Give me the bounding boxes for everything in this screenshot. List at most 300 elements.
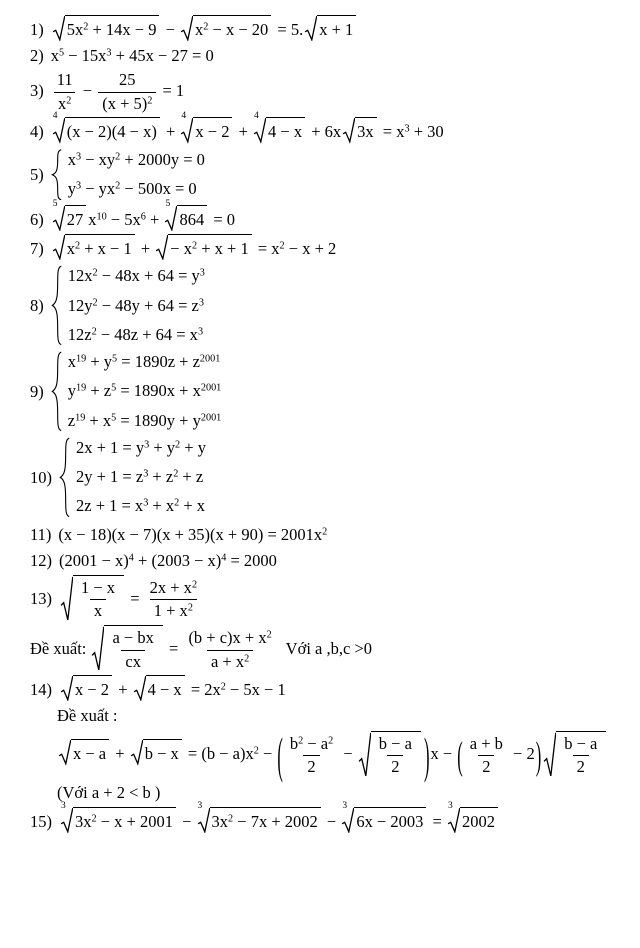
text-run: 27 — [66, 210, 84, 230]
text-run: 5x — [66, 20, 84, 39]
equation-line — [30, 111, 634, 143]
superscript: 2 — [279, 240, 285, 252]
superscript: 3 — [199, 267, 205, 279]
text-run: Đề xuất: — [30, 638, 91, 658]
radicand — [65, 117, 160, 143]
text-run: 2 — [576, 757, 585, 777]
item-number: 12) — [30, 550, 52, 570]
text-run: + y — [180, 437, 206, 457]
big-delimiter: ) — [535, 732, 542, 779]
radical-glyph-icon — [155, 234, 168, 260]
square-root — [58, 739, 109, 765]
text-run: y — [67, 381, 76, 401]
text-run: + 14x − 9 — [88, 20, 157, 39]
text-run: = — [164, 638, 183, 658]
superscript: 2 — [92, 267, 98, 279]
text-run: x − a — [73, 744, 107, 764]
math-expression — [51, 46, 214, 65]
text-run: + 6x — [307, 122, 342, 142]
radical-glyph-icon — [358, 731, 371, 778]
radical-sign-icon — [543, 731, 556, 778]
text-run: = — [126, 588, 144, 608]
text-run: + (2003 − x) — [133, 550, 222, 570]
text-run: − 500x = 0 — [120, 178, 197, 198]
radical-sign-icon — [342, 117, 355, 143]
superscript: 2 — [91, 326, 97, 338]
text-run: 4 − x — [147, 680, 182, 700]
superscript: 2 — [173, 468, 179, 480]
radical-glyph-icon — [130, 739, 143, 765]
item-number: 11) — [30, 524, 52, 544]
equation-line — [30, 70, 634, 114]
text-run: a + b — [469, 733, 503, 753]
superscript: 6 — [140, 211, 146, 223]
text-run: = 1890x + x — [116, 381, 201, 401]
square-root — [60, 675, 112, 701]
radical-sign-icon — [60, 800, 73, 833]
text-run: = 1890z + z — [117, 352, 200, 372]
equation-line — [30, 234, 634, 260]
text-run: + z — [148, 467, 174, 487]
equation-line — [30, 625, 634, 672]
text-run: 3x — [75, 811, 92, 831]
fraction — [466, 734, 507, 778]
system-equation — [68, 351, 222, 373]
text-run: = (b − a)x — [183, 744, 254, 764]
text-run: x — [50, 46, 59, 66]
item-number: 5) — [30, 164, 44, 184]
nth-root — [180, 111, 232, 143]
square-root — [304, 15, 356, 41]
numerator — [115, 70, 140, 92]
text-run: + z — [86, 381, 112, 401]
text-run: − x + 2 — [284, 239, 337, 259]
equation-line — [30, 199, 634, 231]
radical-glyph-icon — [180, 15, 193, 41]
superscript: 2 — [75, 240, 81, 252]
equation-line — [30, 15, 634, 41]
equation-line — [30, 523, 634, 546]
root-index: 3 — [342, 800, 348, 811]
math-expression — [51, 20, 359, 39]
text-run: 1 + x — [153, 601, 188, 621]
text-run: + — [114, 680, 132, 700]
fraction — [146, 578, 201, 622]
text-run: y — [67, 178, 76, 198]
brace-glyph-icon — [51, 351, 62, 432]
radicand — [355, 117, 377, 143]
superscript: 2 — [322, 526, 328, 538]
radical-glyph-icon — [342, 117, 355, 143]
text-run: 2x + 1 = y — [76, 437, 145, 457]
radical-sign-icon — [341, 800, 354, 833]
radical-glyph-icon — [58, 739, 71, 765]
text-run: a − bx — [112, 628, 154, 648]
superscript: 3 — [76, 150, 82, 162]
text-run: − a — [303, 733, 329, 753]
radicand — [73, 575, 124, 622]
text-run: = x — [378, 122, 405, 142]
text-run: + x — [179, 496, 206, 516]
text-run: − 2 — [508, 744, 535, 764]
item-number: 8) — [30, 296, 44, 316]
text-run: (x + 5) — [102, 93, 148, 113]
radical-sign-icon — [164, 199, 177, 231]
nth-root — [52, 111, 160, 143]
math-expression — [59, 437, 206, 518]
superscript: 19 — [76, 382, 87, 394]
superscript: 2 — [115, 180, 121, 192]
brace-icon — [51, 351, 62, 432]
math-expression — [59, 800, 500, 831]
big-delimiter: ( — [277, 727, 283, 784]
square-root — [52, 15, 160, 41]
denominator — [121, 650, 145, 673]
radical-sign-icon — [52, 15, 65, 41]
radicand — [460, 807, 498, 833]
text-run: + — [161, 122, 180, 142]
superscript: 2 — [191, 579, 198, 591]
radicand — [65, 234, 135, 260]
radical-sign-icon — [155, 234, 168, 260]
radical-glyph-icon — [60, 675, 73, 701]
text-run: − 5x − 1 — [225, 680, 286, 700]
equation-line — [30, 549, 634, 572]
math-expression — [57, 706, 117, 725]
superscript: 2 — [191, 240, 198, 252]
superscript: 2001 — [200, 382, 222, 394]
numerator — [466, 734, 507, 756]
nth-root — [341, 800, 426, 833]
text-run: = 2000 — [226, 550, 277, 570]
system-equation — [76, 466, 206, 488]
square-root — [133, 675, 185, 701]
text-run: 6x − 2003 — [356, 811, 424, 831]
radicand — [317, 15, 356, 41]
denominator — [90, 599, 106, 622]
radicand — [71, 739, 109, 765]
fraction — [184, 628, 275, 672]
square-root — [342, 117, 377, 143]
radical-sign-icon — [58, 739, 71, 765]
fraction — [108, 628, 157, 672]
math-expression — [51, 351, 222, 432]
denominator — [387, 755, 403, 778]
nth-root — [447, 800, 498, 833]
text-run: (x − 18)(x − 7)(x + 35)(x + 90) = 2001x — [58, 524, 323, 544]
equation-system — [51, 351, 222, 432]
denominator — [303, 755, 319, 778]
text-run: z — [67, 410, 76, 430]
math-expression — [59, 551, 277, 570]
superscript: 5 — [111, 382, 117, 394]
superscript: 2 — [66, 95, 72, 107]
radicand — [65, 205, 87, 231]
text-run: 3x — [357, 122, 374, 142]
superscript: 3 — [143, 497, 149, 509]
item-number: 2) — [30, 46, 44, 66]
text-run: − 48x + 64 = y — [97, 266, 200, 286]
system-equation — [68, 178, 205, 200]
superscript: 2 — [175, 439, 181, 451]
radical-glyph-icon — [133, 675, 146, 701]
text-run: 2002 — [461, 811, 495, 831]
superscript: 2 — [187, 602, 193, 614]
radical-sign-icon — [52, 199, 65, 231]
text-run: a + x — [210, 651, 245, 671]
square-root — [52, 234, 135, 260]
text-run: 12y — [67, 295, 93, 315]
numerator — [146, 578, 201, 600]
text-run: 1 − x — [81, 577, 116, 597]
radical-sign-icon — [447, 800, 460, 833]
system-line — [30, 265, 634, 346]
radical-sign-icon — [197, 800, 210, 833]
text-run: x − 2 — [195, 122, 230, 142]
square-root — [130, 739, 182, 765]
nth-root — [253, 111, 305, 143]
math-expression — [57, 727, 608, 784]
superscript: 2 — [91, 813, 97, 825]
superscript: 2 — [253, 745, 259, 757]
big-delimiter: ) — [423, 727, 430, 784]
radicand — [177, 205, 207, 231]
text-run: − 5x — [106, 210, 141, 230]
superscript: 2 — [244, 653, 250, 665]
text-run: + z — [178, 467, 204, 487]
text-run: + — [145, 210, 164, 230]
brace-glyph-icon — [51, 149, 62, 201]
superscript: 2 — [203, 21, 209, 33]
radical-glyph-icon — [52, 15, 65, 41]
superscript: 3 — [197, 326, 204, 338]
nth-root — [60, 800, 176, 833]
system-equation — [68, 295, 205, 317]
radicand — [73, 807, 176, 833]
text-run: + x + 1 — [197, 239, 249, 259]
text-run: x — [93, 601, 103, 621]
text-run: − yx — [81, 178, 116, 198]
text-run: 25 — [119, 70, 136, 90]
superscript: 2 — [266, 629, 272, 641]
radical-sign-icon — [60, 575, 73, 622]
text-run: + 30 — [409, 122, 444, 142]
radical-glyph-icon — [91, 625, 104, 672]
radical-sign-icon — [52, 111, 65, 143]
math-expression — [58, 525, 327, 544]
root-index: 5 — [165, 199, 171, 210]
text-run: b − a — [564, 733, 598, 753]
brace-icon — [51, 149, 62, 201]
superscript: 2 — [174, 497, 180, 509]
text-run: (x − 2)(4 − x) — [66, 122, 157, 142]
text-run: = x — [253, 239, 280, 259]
text-run: x — [195, 20, 204, 39]
text-run: 11 — [56, 70, 73, 90]
root-index: 4 — [52, 111, 58, 122]
radical-glyph-icon — [543, 731, 556, 778]
numerator — [53, 70, 77, 92]
equation-line — [30, 727, 634, 784]
numerator — [375, 734, 416, 756]
denominator — [478, 755, 494, 778]
math-expression — [59, 577, 203, 621]
radicand — [371, 731, 421, 778]
superscript: 2 — [328, 734, 334, 746]
text-run: x — [58, 93, 67, 113]
superscript: 4 — [221, 552, 227, 564]
math-expression — [57, 783, 160, 802]
text-run: (Với a + 2 < b ) — [57, 782, 161, 802]
superscript: 5 — [59, 47, 65, 59]
superscript: 3 — [404, 123, 410, 135]
text-run: + — [111, 744, 129, 764]
superscript: 3 — [76, 180, 82, 192]
text-run: − — [161, 20, 180, 39]
text-run: Với a ,b,c >0 — [277, 638, 372, 658]
equation-line — [30, 675, 634, 701]
text-run: b − a — [378, 733, 412, 753]
radicand — [143, 739, 182, 765]
radical-sign-icon — [253, 111, 266, 143]
system-rows — [68, 351, 222, 432]
text-run: (b + c)x + x — [188, 628, 267, 648]
nth-root — [52, 199, 87, 231]
brace-glyph-icon — [51, 265, 62, 346]
radical-sign-icon — [180, 15, 193, 41]
numerator — [286, 734, 337, 756]
equation-line — [30, 781, 634, 804]
text-run: cx — [125, 651, 141, 671]
system-line — [30, 351, 634, 432]
math-expression — [51, 111, 444, 142]
text-run: x — [88, 210, 97, 230]
radicand — [73, 675, 112, 701]
system-rows — [76, 437, 206, 518]
text-run: 2z + 1 = x — [76, 496, 144, 516]
math-expression — [51, 149, 205, 201]
square-root — [543, 731, 606, 778]
equation-system — [51, 149, 205, 201]
system-rows — [68, 149, 205, 201]
root-index: 4 — [181, 111, 187, 122]
item-number: 1) — [30, 20, 44, 39]
superscript: 2001 — [200, 411, 222, 423]
system-rows — [68, 265, 205, 346]
text-run: x − — [430, 744, 457, 764]
denominator — [98, 92, 156, 115]
radicand — [193, 15, 271, 41]
radical-sign-icon — [180, 111, 193, 143]
superscript: 19 — [75, 411, 86, 423]
square-root — [91, 625, 162, 672]
math-expression — [51, 199, 236, 230]
text-run: = 0 — [209, 210, 236, 230]
equation-system — [59, 437, 206, 518]
radicand — [104, 625, 162, 672]
root-index: 5 — [52, 199, 58, 210]
fraction — [375, 734, 416, 778]
system-line — [30, 149, 634, 201]
text-run: − x + 2001 — [96, 811, 173, 831]
text-run: = 5. — [273, 20, 304, 39]
radical-sign-icon — [130, 739, 143, 765]
text-run: b — [289, 733, 299, 753]
text-run: − 48y + 64 = z — [97, 295, 199, 315]
square-root — [180, 15, 271, 41]
text-run: 3x — [211, 811, 229, 831]
superscript: 5 — [112, 353, 118, 365]
item-number: 9) — [30, 381, 44, 401]
superscript: 3 — [106, 47, 112, 59]
equation-system — [51, 265, 205, 346]
radical-sign-icon — [358, 731, 371, 778]
superscript: 4 — [128, 552, 134, 564]
radicand — [168, 234, 251, 260]
superscript: 10 — [96, 211, 107, 223]
system-equation — [76, 495, 206, 517]
text-run: (2001 − x) — [59, 550, 129, 570]
text-run: − 7x + 2002 — [233, 811, 318, 831]
numerator — [184, 628, 275, 650]
text-run: 12x — [67, 266, 93, 286]
radical-glyph-icon — [304, 15, 317, 41]
square-root — [155, 234, 251, 260]
system-equation — [68, 324, 205, 346]
radicand — [193, 117, 232, 143]
fraction — [98, 70, 156, 114]
radical-sign-icon — [60, 675, 73, 701]
root-index: 3 — [61, 800, 66, 811]
system-equation — [68, 380, 222, 402]
equation-list — [30, 15, 634, 833]
radical-glyph-icon — [52, 234, 65, 260]
text-run: Đề xuất : — [57, 706, 118, 726]
math-expression — [59, 680, 286, 699]
radicand — [65, 15, 160, 41]
text-run: 864 — [179, 210, 205, 230]
fraction — [77, 578, 119, 622]
superscript: 2 — [147, 95, 153, 107]
item-number: 10) — [30, 467, 52, 487]
text-run: − x — [170, 239, 192, 259]
text-run: = 1890y + y — [116, 410, 201, 430]
text-run: + y — [86, 352, 113, 372]
text-run: − — [322, 811, 341, 831]
text-run: 12z — [67, 324, 92, 344]
item-number: 13) — [30, 588, 52, 608]
text-run: + x − 1 — [80, 239, 132, 259]
text-run: b − x — [144, 744, 179, 764]
superscript: 3 — [144, 439, 150, 451]
item-number: 7) — [30, 239, 44, 259]
text-run: x + 1 — [319, 20, 354, 39]
text-run: x — [66, 239, 75, 259]
system-equation — [68, 265, 205, 287]
text-run: + 2000y = 0 — [120, 149, 205, 169]
numerator — [560, 734, 601, 756]
text-run: x — [67, 352, 76, 372]
math-expression — [51, 265, 205, 346]
item-number: 4) — [30, 122, 44, 142]
text-run: 2x + x — [149, 577, 192, 597]
denominator — [573, 755, 589, 778]
equation-line — [30, 575, 634, 622]
text-run: + — [234, 122, 253, 142]
superscript: 2 — [228, 813, 234, 825]
text-run: 2 — [391, 757, 400, 777]
math-expression — [51, 70, 185, 113]
